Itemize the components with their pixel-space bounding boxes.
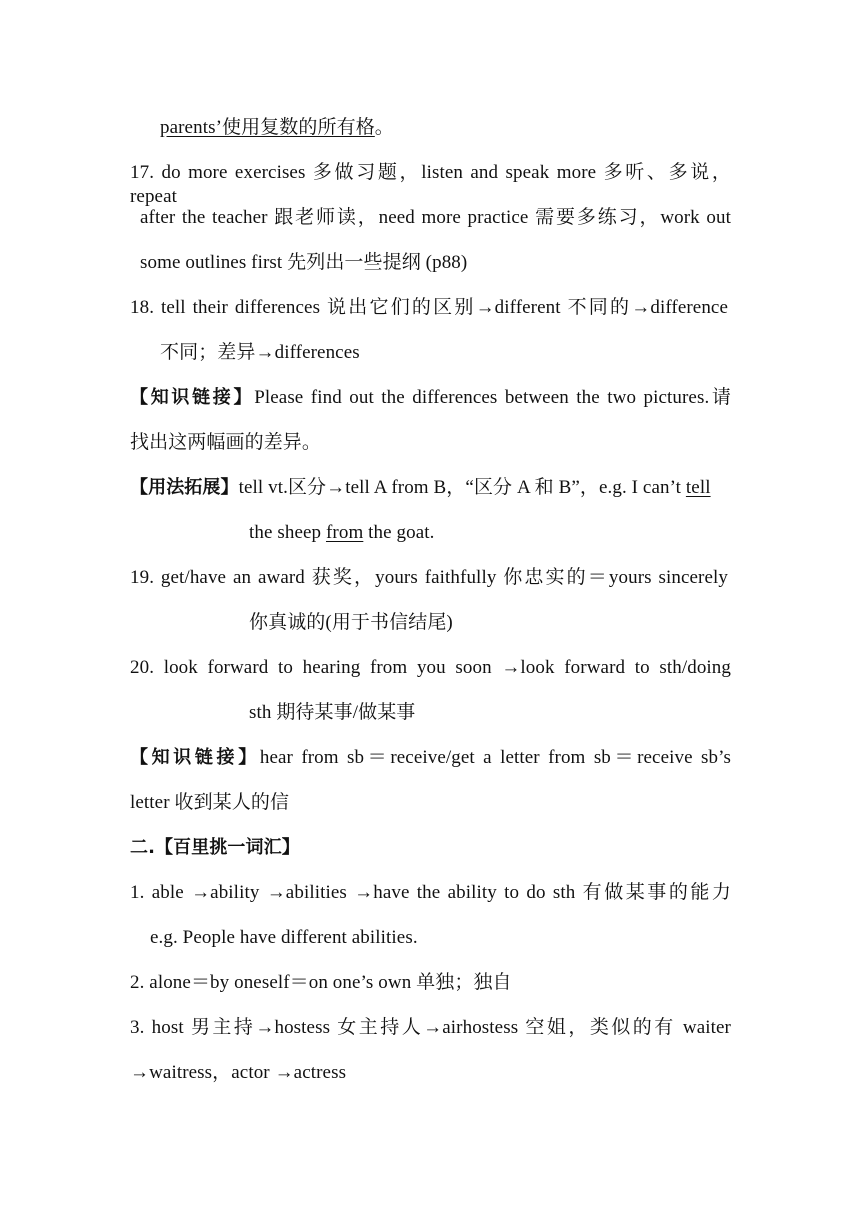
knowledge-link-line: 【知识链接】hear from sb＝receive/get a letter from sb＝receive sb’s <box>130 747 731 768</box>
text-line: →waitress，actor →actress <box>130 1062 347 1083</box>
text-line: parents’使用复数的所有格。 <box>160 117 394 138</box>
knowledge-link-tag: 【知识链接】 <box>130 387 255 408</box>
knowledge-link-tag: 【知识链接】 <box>130 747 260 768</box>
vocab-item-3: 3. host 男主持→hostess 女主持人→airhostess 空姐，类似的有 waiter <box>130 1017 731 1038</box>
item-19: 19. get/have an award 获奖，yours faithfully 你忠实的＝yours sincerely <box>130 567 728 588</box>
vocab-item-2: 2. alone＝by oneself＝on one’s own 单独；独自 <box>130 972 512 993</box>
text-line: the sheep from the goat. <box>249 522 435 543</box>
text-line: 找出这两幅画的差异。 <box>130 432 322 453</box>
text-line: some outlines first 先列出一些提纲 (p88) <box>140 252 468 273</box>
text-line: e.g. People have different abilities. <box>150 927 418 948</box>
usage-extension-tag: 【用法拓展】 <box>130 477 239 498</box>
item-17: 17. do more exercises 多做习题，listen and speak more 多听、多说，repeat <box>130 162 731 207</box>
item-18: 18. tell their differences 说出它们的区别→different 不同的→difference <box>130 297 728 318</box>
section-heading: 二.【百里挑一词汇】 <box>130 837 300 858</box>
underlined-text: tell <box>685 477 711 498</box>
text-line: letter 收到某人的信 <box>130 792 290 813</box>
underlined-text: from <box>325 522 364 543</box>
text-line: 你真诚的(用于书信结尾) <box>249 612 453 633</box>
text-line: after the teacher 跟老师读，need more practice 需要多练习，work out <box>140 207 731 228</box>
underlined-text: parents’使用复数的所有格 <box>160 117 375 138</box>
usage-extension-line: 【用法拓展】tell vt.区分→tell A from B，“区分 A 和 B”，e.g. I can’t tell <box>130 477 711 498</box>
item-20: 20. look forward to hearing from you soon →look forward to sth/doing <box>130 657 731 678</box>
vocab-item-1: 1. able →ability →abilities →have the ability to do sth 有做某事的能力 <box>130 882 731 903</box>
knowledge-link-line: 【知识链接】Please find out the differences between the two pictures.请 <box>130 387 731 408</box>
text-line: 不同；差异→differences <box>160 342 360 363</box>
text-line: sth 期待某事/做某事 <box>249 702 416 723</box>
